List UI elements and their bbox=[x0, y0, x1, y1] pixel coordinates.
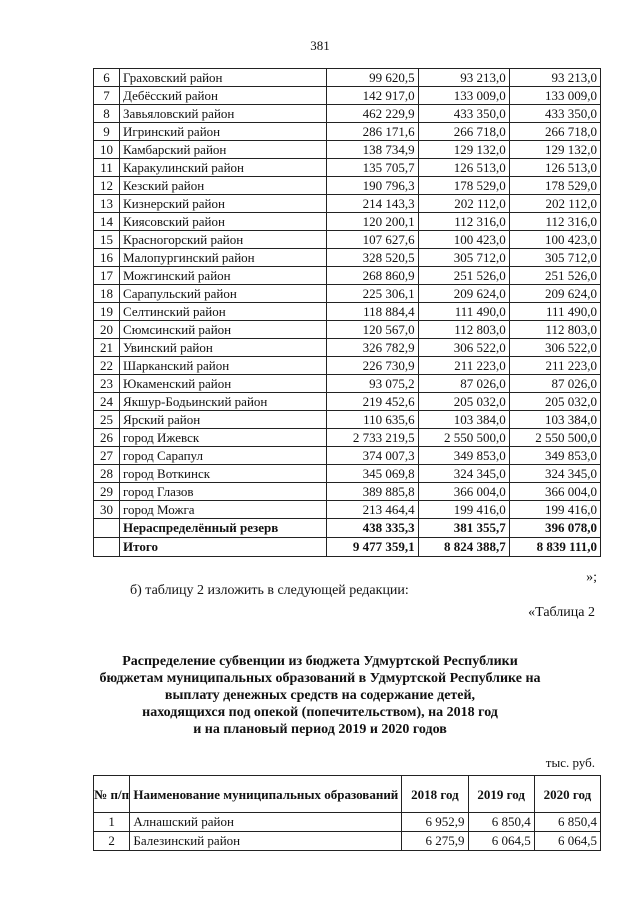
municipality-name: Алнашский район bbox=[130, 813, 402, 832]
value-2018: 6 952,9 bbox=[402, 813, 468, 832]
header-number: № п/п bbox=[94, 776, 130, 813]
value-2019: 305 712,0 bbox=[418, 249, 509, 267]
value-2020: 2 550 500,0 bbox=[509, 429, 600, 447]
header-name: Наименование муниципальных образований bbox=[130, 776, 402, 813]
value-2020: 100 423,0 bbox=[509, 231, 600, 249]
table-row bbox=[94, 213, 601, 231]
value-2018: 120 200,1 bbox=[327, 213, 418, 231]
value-2019: 129 132,0 bbox=[418, 141, 509, 159]
value-2018: 225 306,1 bbox=[327, 285, 418, 303]
value-2020: 178 529,0 bbox=[509, 177, 600, 195]
row-number: 12 bbox=[94, 177, 120, 195]
value-2018: 374 007,3 bbox=[327, 447, 418, 465]
municipality-name: Игринский район bbox=[120, 123, 327, 141]
value-2018: 135 705,7 bbox=[327, 159, 418, 177]
table-row bbox=[94, 249, 601, 267]
value-2019: 433 350,0 bbox=[418, 105, 509, 123]
value-2020: 211 223,0 bbox=[509, 357, 600, 375]
table-row bbox=[94, 375, 601, 393]
value-2019: 251 526,0 bbox=[418, 267, 509, 285]
value-2018: 219 452,6 bbox=[327, 393, 418, 411]
value-2018: 268 860,9 bbox=[327, 267, 418, 285]
municipality-name: город Сарапул bbox=[120, 447, 327, 465]
value-2020: 209 624,0 bbox=[509, 285, 600, 303]
row-number: 7 bbox=[94, 87, 120, 105]
value-2019: 8 824 388,7 bbox=[418, 538, 509, 557]
value-2019: 2 550 500,0 bbox=[418, 429, 509, 447]
row-number: 10 bbox=[94, 141, 120, 159]
closing-quote: »; bbox=[586, 570, 597, 585]
value-2020: 199 416,0 bbox=[509, 501, 600, 519]
value-2019: 306 522,0 bbox=[418, 339, 509, 357]
table-row bbox=[94, 267, 601, 285]
value-2018: 389 885,8 bbox=[327, 483, 418, 501]
value-2020: 112 803,0 bbox=[509, 321, 600, 339]
value-2018: 9 477 359,1 bbox=[327, 538, 418, 557]
value-2019: 178 529,0 bbox=[418, 177, 509, 195]
value-2018: 120 567,0 bbox=[327, 321, 418, 339]
municipality-name: Дебёсский район bbox=[120, 87, 327, 105]
value-2019: 202 112,0 bbox=[418, 195, 509, 213]
heading-line: выплату денежных средств на содержание детей, bbox=[164, 688, 476, 703]
subvention-table-continued bbox=[93, 68, 601, 557]
value-2020: 251 526,0 bbox=[509, 267, 600, 285]
row-number: 29 bbox=[94, 483, 120, 501]
row-number bbox=[94, 519, 120, 538]
table-row bbox=[94, 813, 601, 832]
row-number: 15 bbox=[94, 231, 120, 249]
value-2019: 112 803,0 bbox=[418, 321, 509, 339]
value-2020: 433 350,0 bbox=[509, 105, 600, 123]
municipality-name: город Ижевск bbox=[120, 429, 327, 447]
value-2019: 111 490,0 bbox=[418, 303, 509, 321]
value-2019: 126 513,0 bbox=[418, 159, 509, 177]
value-2020: 205 032,0 bbox=[509, 393, 600, 411]
row-number: 22 bbox=[94, 357, 120, 375]
table-row bbox=[94, 483, 601, 501]
value-2018: 107 627,6 bbox=[327, 231, 418, 249]
municipality-name: Красногорский район bbox=[120, 231, 327, 249]
municipality-name: Ярский район bbox=[120, 411, 327, 429]
value-2020: 8 839 111,0 bbox=[509, 538, 600, 557]
table-row bbox=[94, 447, 601, 465]
municipality-name: Камбарский район bbox=[120, 141, 327, 159]
value-2018: 286 171,6 bbox=[327, 123, 418, 141]
table-row bbox=[94, 159, 601, 177]
row-number: 14 bbox=[94, 213, 120, 231]
value-2020: 396 078,0 bbox=[509, 519, 600, 538]
value-2019: 211 223,0 bbox=[418, 357, 509, 375]
row-number: 11 bbox=[94, 159, 120, 177]
value-2020: 87 026,0 bbox=[509, 375, 600, 393]
municipality-name: Каракулинский район bbox=[120, 159, 327, 177]
municipality-name: Увинский район bbox=[120, 339, 327, 357]
value-2020: 324 345,0 bbox=[509, 465, 600, 483]
row-number: 21 bbox=[94, 339, 120, 357]
municipality-name: Киясовский район bbox=[120, 213, 327, 231]
value-2018: 345 069,8 bbox=[327, 465, 418, 483]
row-number: 8 bbox=[94, 105, 120, 123]
row-number bbox=[94, 538, 120, 557]
value-2019: 209 624,0 bbox=[418, 285, 509, 303]
value-2020: 202 112,0 bbox=[509, 195, 600, 213]
heading-line: находящихся под опекой (попечительством), на 2018 год bbox=[142, 705, 498, 720]
table-row bbox=[94, 285, 601, 303]
value-2019: 349 853,0 bbox=[418, 447, 509, 465]
row-number: 23 bbox=[94, 375, 120, 393]
value-2018: 142 917,0 bbox=[327, 87, 418, 105]
row-number: 18 bbox=[94, 285, 120, 303]
value-2018: 226 730,9 bbox=[327, 357, 418, 375]
header-2019: 2019 год bbox=[468, 776, 534, 813]
value-2018: 438 335,3 bbox=[327, 519, 418, 538]
table-row bbox=[94, 465, 601, 483]
municipality-name: Селтинский район bbox=[120, 303, 327, 321]
table-row bbox=[94, 429, 601, 447]
row-number: 17 bbox=[94, 267, 120, 285]
table-row bbox=[94, 123, 601, 141]
heading-line: Распределение субвенции из бюджета Удмуртской Республики bbox=[122, 654, 518, 669]
value-2019: 103 384,0 bbox=[418, 411, 509, 429]
instruction-text: б) таблицу 2 изложить в следующей редакции: bbox=[130, 583, 409, 598]
table-row bbox=[94, 231, 601, 249]
reserve-row bbox=[94, 519, 601, 538]
municipality-name: Сарапульский район bbox=[120, 285, 327, 303]
value-2018: 2 733 219,5 bbox=[327, 429, 418, 447]
value-2019: 205 032,0 bbox=[418, 393, 509, 411]
table-label: «Таблица 2 bbox=[528, 605, 595, 620]
row-number: 19 bbox=[94, 303, 120, 321]
value-2020: 6 064,5 bbox=[534, 832, 600, 851]
row-number: 26 bbox=[94, 429, 120, 447]
value-2020: 129 132,0 bbox=[509, 141, 600, 159]
municipality-name: Завьяловский район bbox=[120, 105, 327, 123]
table-row bbox=[94, 393, 601, 411]
units-label: тыс. руб. bbox=[545, 755, 595, 770]
value-2019: 266 718,0 bbox=[418, 123, 509, 141]
value-2020: 306 522,0 bbox=[509, 339, 600, 357]
municipality-name: Кезский район bbox=[120, 177, 327, 195]
municipality-name: город Воткинск bbox=[120, 465, 327, 483]
table-row bbox=[94, 339, 601, 357]
municipality-name: Юкаменский район bbox=[120, 375, 327, 393]
row-number: 16 bbox=[94, 249, 120, 267]
municipality-name: Малопургинский район bbox=[120, 249, 327, 267]
row-number: 24 bbox=[94, 393, 120, 411]
value-2019: 381 355,7 bbox=[418, 519, 509, 538]
value-2019: 93 213,0 bbox=[418, 69, 509, 87]
municipality-name: город Можга bbox=[120, 501, 327, 519]
value-2020: 366 004,0 bbox=[509, 483, 600, 501]
value-2020: 305 712,0 bbox=[509, 249, 600, 267]
municipality-name: Граховский район bbox=[120, 69, 327, 87]
value-2020: 93 213,0 bbox=[509, 69, 600, 87]
value-2020: 126 513,0 bbox=[509, 159, 600, 177]
table-row bbox=[94, 832, 601, 851]
row-number: 30 bbox=[94, 501, 120, 519]
row-number: 25 bbox=[94, 411, 120, 429]
municipality-name: Можгинский район bbox=[120, 267, 327, 285]
value-2020: 349 853,0 bbox=[509, 447, 600, 465]
value-2020: 111 490,0 bbox=[509, 303, 600, 321]
guardianship-subvention-table bbox=[93, 775, 601, 851]
municipality-name: город Глазов bbox=[120, 483, 327, 501]
heading-line: бюджетам муниципальных образований в Удмуртской Республике на bbox=[99, 671, 541, 686]
value-2018: 110 635,6 bbox=[327, 411, 418, 429]
value-2019: 133 009,0 bbox=[418, 87, 509, 105]
row-number: 1 bbox=[94, 813, 130, 832]
value-2018: 328 520,5 bbox=[327, 249, 418, 267]
value-2020: 112 316,0 bbox=[509, 213, 600, 231]
table-row bbox=[94, 87, 601, 105]
value-2018: 462 229,9 bbox=[327, 105, 418, 123]
table-header-row bbox=[94, 776, 601, 813]
value-2018: 326 782,9 bbox=[327, 339, 418, 357]
table-row bbox=[94, 303, 601, 321]
row-number: 9 bbox=[94, 123, 120, 141]
value-2018: 214 143,3 bbox=[327, 195, 418, 213]
header-2018: 2018 год bbox=[402, 776, 468, 813]
row-number: 13 bbox=[94, 195, 120, 213]
value-2019: 366 004,0 bbox=[418, 483, 509, 501]
value-2018: 93 075,2 bbox=[327, 375, 418, 393]
heading-line: и на плановый период 2019 и 2020 годов bbox=[193, 722, 447, 737]
table-row bbox=[94, 357, 601, 375]
total-label: Итого bbox=[120, 538, 327, 557]
total-row bbox=[94, 538, 601, 557]
municipality-name: Якшур-Бодьинский район bbox=[120, 393, 327, 411]
row-number: 28 bbox=[94, 465, 120, 483]
value-2019: 324 345,0 bbox=[418, 465, 509, 483]
row-number: 27 bbox=[94, 447, 120, 465]
value-2018: 190 796,3 bbox=[327, 177, 418, 195]
value-2018: 6 275,9 bbox=[402, 832, 468, 851]
table-row bbox=[94, 141, 601, 159]
value-2019: 87 026,0 bbox=[418, 375, 509, 393]
value-2019: 100 423,0 bbox=[418, 231, 509, 249]
municipality-name: Шарканский район bbox=[120, 357, 327, 375]
row-number: 20 bbox=[94, 321, 120, 339]
value-2018: 99 620,5 bbox=[327, 69, 418, 87]
value-2018: 213 464,4 bbox=[327, 501, 418, 519]
municipality-name: Сюмсинский район bbox=[120, 321, 327, 339]
value-2019: 199 416,0 bbox=[418, 501, 509, 519]
value-2019: 112 316,0 bbox=[418, 213, 509, 231]
value-2019: 6 850,4 bbox=[468, 813, 534, 832]
row-number: 2 bbox=[94, 832, 130, 851]
value-2018: 118 884,4 bbox=[327, 303, 418, 321]
table-row bbox=[94, 501, 601, 519]
value-2020: 6 850,4 bbox=[534, 813, 600, 832]
value-2020: 103 384,0 bbox=[509, 411, 600, 429]
table-row bbox=[94, 105, 601, 123]
page-number: 381 bbox=[310, 38, 330, 53]
value-2019: 6 064,5 bbox=[468, 832, 534, 851]
table-row bbox=[94, 411, 601, 429]
value-2020: 266 718,0 bbox=[509, 123, 600, 141]
table-heading bbox=[0, 653, 640, 738]
table-row bbox=[94, 177, 601, 195]
table-row bbox=[94, 195, 601, 213]
reserve-label: Нераспределённый резерв bbox=[120, 519, 327, 538]
table-row bbox=[94, 321, 601, 339]
value-2018: 138 734,9 bbox=[327, 141, 418, 159]
value-2020: 133 009,0 bbox=[509, 87, 600, 105]
municipality-name: Кизнерский район bbox=[120, 195, 327, 213]
row-number: 6 bbox=[94, 69, 120, 87]
header-2020: 2020 год bbox=[534, 776, 600, 813]
municipality-name: Балезинский район bbox=[130, 832, 402, 851]
table-row bbox=[94, 69, 601, 87]
